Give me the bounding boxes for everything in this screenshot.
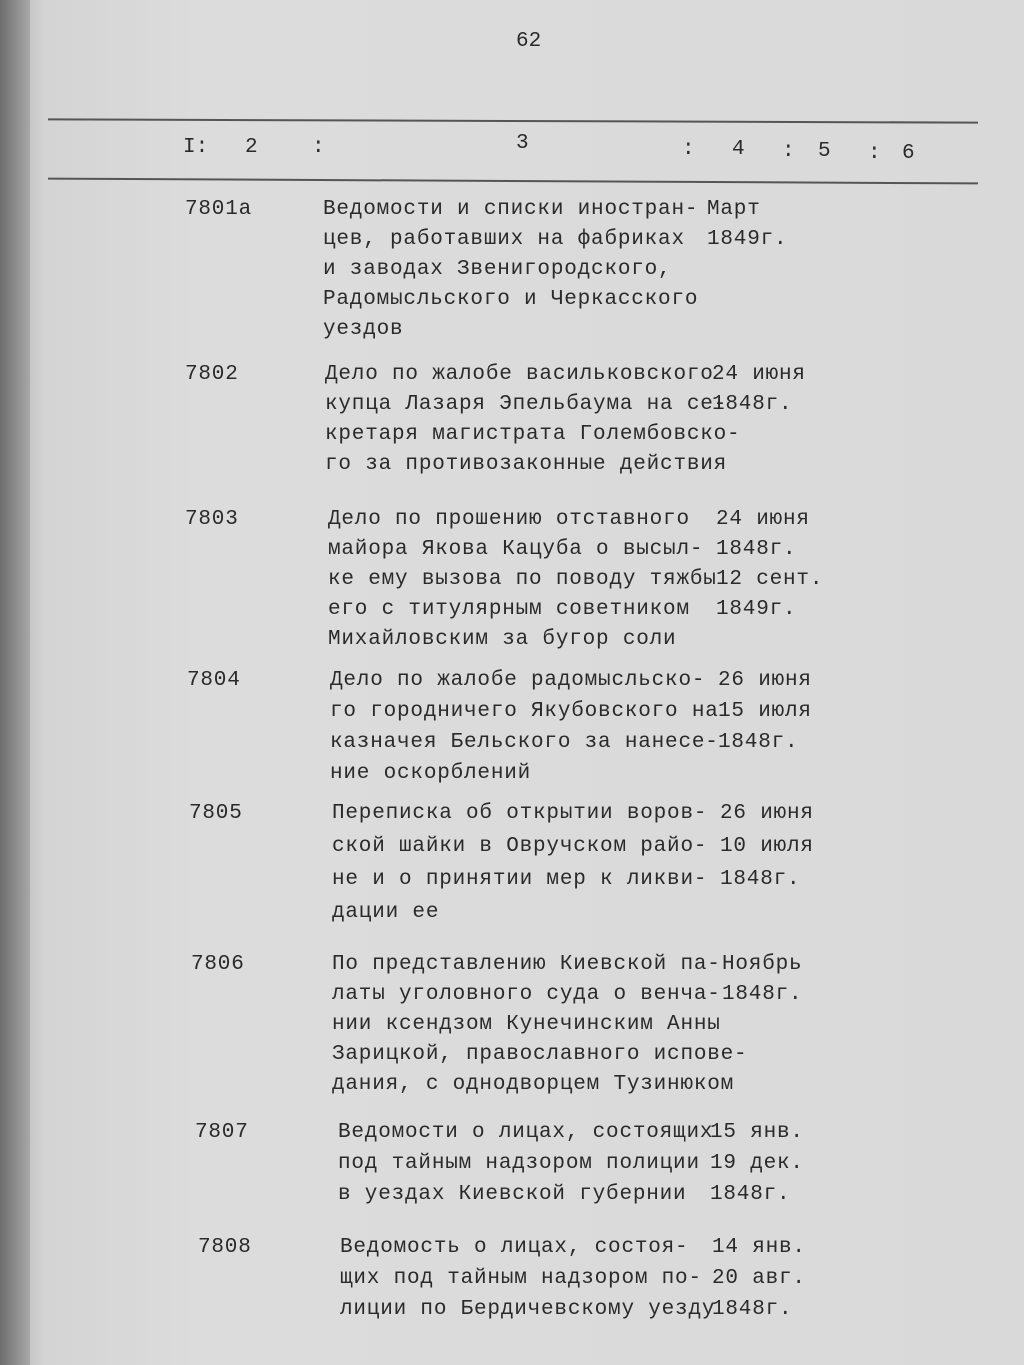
entry-dates (716, 505, 823, 625)
description-line: купца Лазаря Эпельбаума на се- (325, 393, 728, 416)
description-line: го за противозаконные действия (325, 453, 728, 476)
date-line: 26 июня (718, 669, 812, 692)
header-bottom-rule (48, 178, 978, 185)
date-line: 1848г. (716, 538, 797, 561)
description-line: латы уголовного суда о венча- (332, 983, 721, 1006)
description-line: уездов (323, 318, 404, 341)
date-line: 15 янв. (710, 1121, 804, 1144)
description-line: Ведомости о лицах, состоящих (338, 1121, 714, 1144)
description-line: кретаря магистрата Голембовско- (325, 423, 741, 446)
date-line: 19 дек. (710, 1152, 804, 1175)
date-line: 15 июля (718, 700, 812, 723)
description-line: Дело по жалобе васильковского (325, 363, 714, 386)
entry-dates (712, 360, 806, 420)
entry-number: 7805 (189, 802, 243, 825)
entry-dates (712, 1232, 806, 1325)
date-line: 1849г. (707, 228, 788, 251)
date-line: Март (707, 198, 761, 221)
description-line: в уездах Киевской губернии (338, 1183, 687, 1206)
entry-description (328, 505, 717, 655)
description-line: ке ему вызова по поводу тяжбы (328, 568, 717, 591)
date-line: 1849г. (716, 598, 797, 621)
column-header-6: 6 (902, 142, 915, 165)
date-line: 1848г. (718, 731, 799, 754)
description-line: ние оскорблений (330, 762, 532, 785)
column-header-4: 4 (732, 138, 745, 161)
entry-number: 7802 (185, 363, 239, 386)
entry-dates (707, 195, 787, 255)
description-line: ской шайки в Овручском райо- (332, 835, 708, 858)
description-line: По представлению Киевской па- (332, 953, 721, 976)
description-line: лиции по Бердичевскому уезду (340, 1298, 716, 1321)
date-line: 14 янв. (712, 1236, 806, 1259)
entry-number: 7806 (191, 953, 245, 976)
entry-dates (710, 1117, 804, 1210)
page-number: 62 (516, 30, 542, 53)
description-line: майора Якова Кацуба о высыл- (328, 538, 704, 561)
column-header-2: 2 (245, 136, 258, 159)
date-line: 24 июня (716, 508, 810, 531)
entry-description (330, 665, 719, 789)
date-line: Ноябрь (722, 953, 803, 976)
entry-number: 7807 (195, 1121, 249, 1144)
entry-dates (720, 797, 814, 896)
description-line: не и о принятии мер к ликви- (332, 868, 708, 891)
description-line: Дело по жалобе радомысльско- (330, 669, 706, 692)
column-header-1: I: (183, 136, 209, 159)
column-separator: : (682, 138, 695, 161)
description-line: щих под тайным надзором по- (340, 1267, 702, 1290)
description-line: Дело по прошению отставного (328, 508, 690, 531)
date-line: 10 июля (720, 835, 814, 858)
description-line: под тайным надзором полиции (338, 1152, 700, 1175)
entry-number: 7804 (187, 669, 241, 692)
date-line: 12 сент. (716, 568, 824, 591)
entry-description (338, 1117, 713, 1210)
book-spine-shadow (0, 0, 30, 1365)
description-line: и заводах Звенигородского, (323, 258, 672, 281)
date-line: 1848г. (710, 1183, 791, 1206)
entry-description (325, 360, 740, 480)
description-line: Ведомость о лицах, состоя- (340, 1236, 689, 1259)
date-line: 20 авг. (712, 1267, 806, 1290)
entry-description (332, 797, 707, 929)
column-separator: : (782, 140, 795, 163)
column-separator: : (312, 136, 325, 159)
header-top-rule (48, 118, 978, 123)
description-line: нии ксендзом Кунечинским Анны (332, 1013, 721, 1036)
description-line: Ведомости и списки иностран- (323, 198, 699, 221)
column-header-3: 3 (516, 132, 529, 155)
entry-description (332, 950, 747, 1100)
description-line: Переписка об открытии воров- (332, 802, 708, 825)
column-header-5: 5 (818, 140, 831, 163)
date-line: 1848г. (712, 1298, 793, 1321)
entry-dates (722, 950, 802, 1010)
entry-description (323, 195, 698, 345)
entry-description (340, 1232, 715, 1325)
date-line: 1848г. (722, 983, 803, 1006)
description-line: Радомысльского и Черкасского (323, 288, 699, 311)
entry-dates (718, 665, 812, 758)
date-line: 1848г. (720, 868, 801, 891)
column-separator: : (868, 142, 881, 165)
description-line: дации ее (332, 901, 440, 924)
description-line: дания, с однодворцем Тузинюком (332, 1073, 735, 1096)
description-line: казначея Бельского за нанесе- (330, 731, 719, 754)
description-line: Зарицкой, православного испове- (332, 1043, 748, 1066)
entry-number: 7808 (198, 1236, 252, 1259)
description-line: го городничего Якубовского на (330, 700, 719, 723)
entry-number: 7803 (185, 508, 239, 531)
description-line: его с титулярным советником (328, 598, 690, 621)
date-line: 1848г. (712, 393, 793, 416)
description-line: цев, работавших на фабриках (323, 228, 685, 251)
date-line: 26 июня (720, 802, 814, 825)
description-line: Михайловским за бугор соли (328, 628, 677, 651)
entry-number: 7801а (185, 198, 253, 221)
date-line: 24 июня (712, 363, 806, 386)
